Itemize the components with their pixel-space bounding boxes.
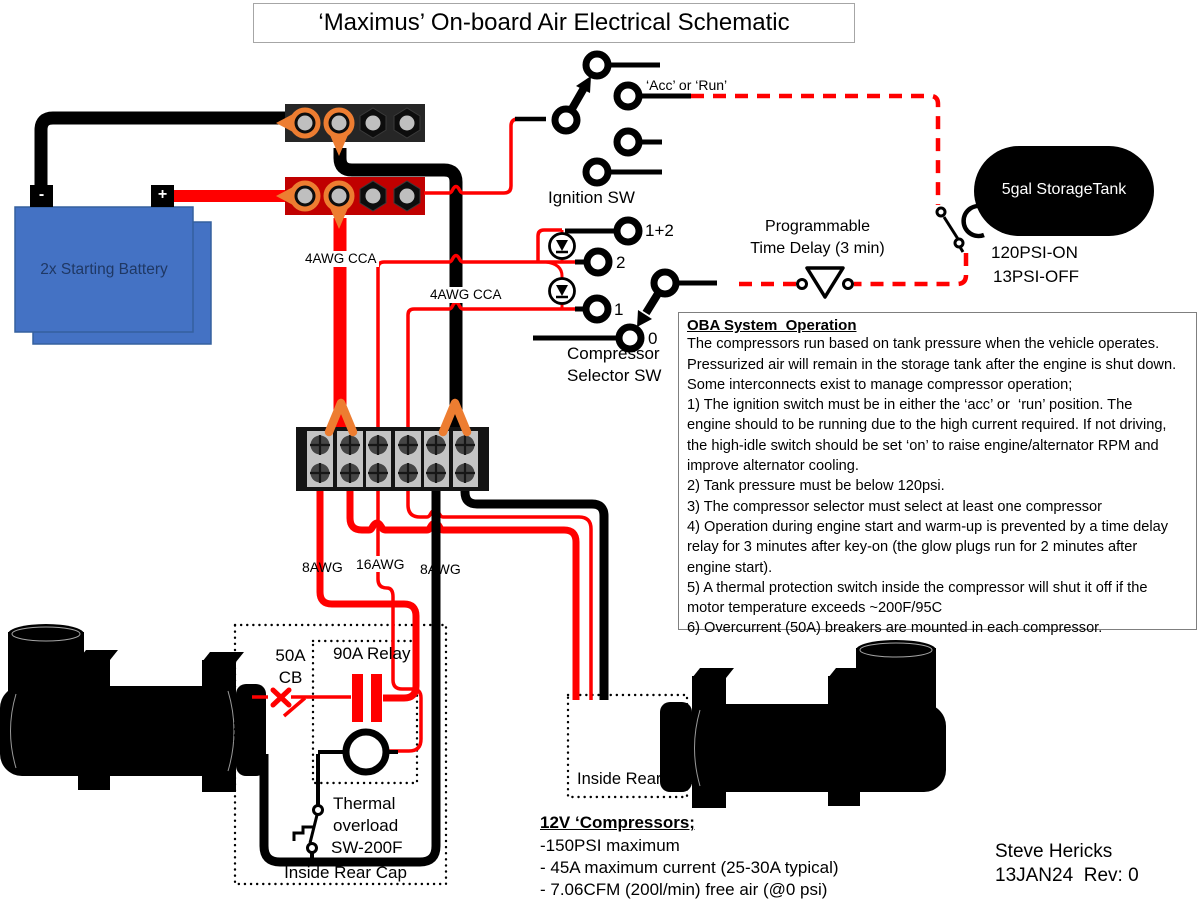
compressor-spec-item: - 7.06CFM (200l/min) free air (@0 psi) [540,880,828,899]
battery-negative-cable [41,118,290,193]
oba-line: motor temperature exceeds ~200F/95C [687,600,943,617]
oba-line: relay for 3 minutes after key-on (the glow plugs run for 2 minutes after [687,539,1138,556]
compressor-specs-heading: 12V ‘Compressors; [540,813,695,832]
pressure-on-label: 120PSI-ON [991,243,1078,262]
thermal-overload-switch [294,754,323,863]
circuit-breaker-50a [252,690,351,716]
ground-bus-bar [276,104,425,156]
compressor-spec-item: - 45A maximum current (25-30A typical) [540,858,839,877]
oba-line: engine start). [687,559,773,576]
relay-supply-wire-8awg [320,486,416,698]
time-delay-label-line1: Programmable [765,218,870,235]
oba-lines [687,334,1188,638]
thermal-label-line1: Thermal [333,794,396,813]
positive-bus-bar [276,177,425,229]
compressor-specs-list [540,836,839,902]
selector-pos-2: 2 [616,253,626,272]
wire-label-4awg-red: 4AWG CCA [305,251,377,266]
left-compressor [0,624,266,792]
oba-line: Some interconnects exist to manage compressor operation; [687,376,1073,393]
oba-line: the high-idle switch should be set ‘on’ to raise engine/alternator RPM and [687,437,1159,454]
oba-line: engine should to be running due to the high current required. If not driving, [687,417,1167,434]
right-enclosure-label: Inside Rear Cap [577,770,697,788]
steering-diode-1 [550,234,575,259]
oba-line: 6) Overcurrent (50A) breakers are mounted in each compressor. [687,620,1103,637]
thermal-label-line3: SW-200F [331,838,403,857]
oba-line: Pressurized air will remain in the storage tank after the engine is shut down. [687,356,1177,373]
oba-line: 3) The compressor selector must select at least one compressor [687,498,1103,515]
relay-coil [318,732,398,772]
selector-label-line1: Compressor [567,344,660,363]
oba-line: The compressors run based on tank pressure when the vehicle operates. [687,336,1160,353]
wire-label-8awg-right: 8AWG [420,561,461,577]
ignition-switch-label: Ignition SW [548,188,635,207]
battery-positive-sign: + [157,185,168,203]
relay-label: 90A Relay [333,644,411,663]
steering-diode-2 [550,279,575,304]
page-title: ‘Maximus’ On-board Air Electrical Schematic [253,3,855,43]
time-delay-relay-symbol [798,268,853,297]
ignition-feed-wire [424,119,518,193]
wire-label-8awg-left: 8AWG [302,559,343,575]
right-compressor [660,640,946,808]
date-revision: 13JAN24 Rev: 0 [995,865,1139,886]
oba-line: 2) Tank pressure must be below 120psi. [687,478,945,495]
time-delay-label-line2: Time Delay (3 min) [750,240,885,257]
ignition-switch [555,54,691,183]
selector-label-line2: Selector SW [567,366,662,385]
terminal-strip [296,403,489,491]
selector-pos-1: 1 [614,300,624,319]
storage-tank-label: 5gal StorageTank [1001,180,1127,198]
acc-run-label: ‘Acc’ or ‘Run’ [646,77,728,93]
author-name: Steve Hericks [995,841,1113,862]
acc-run-dashed-wire [691,96,938,205]
pressure-off-label: 13PSI-OFF [993,267,1079,286]
battery-label: 2x Starting Battery [40,260,168,278]
battery-negative-sign: - [38,185,45,203]
oba-line: 5) A thermal protection switch inside the compressor will shut it off if the [687,579,1148,596]
oba-line: 1) The ignition switch must be in either the ‘acc’ or ‘run’ position. The [687,397,1133,414]
selector-wire-b [408,303,584,433]
oba-line: 4) Operation during engine start and warm-up is prevented by a time delay [687,518,1169,535]
thermal-label-line2: overload [333,816,399,835]
wire-label-4awg-black: 4AWG CCA [430,287,502,302]
compressor-spec-item: -150PSI maximum [540,836,680,855]
oba-notes-box [678,312,1197,637]
relay-contacts [352,674,382,722]
breaker-label-line2: CB [278,668,303,687]
oba-line: improve alternator cooling. [687,458,859,475]
oba-heading: OBA System Operation [687,317,857,334]
breaker-label-line1: 50A [275,646,306,665]
left-enclosure-label: Inside Rear Cap [284,863,407,882]
wire-label-16awg: 16AWG [356,556,405,572]
selector-pos-0: 0 [648,329,658,348]
selector-pos-1plus2: 1+2 [645,221,674,240]
